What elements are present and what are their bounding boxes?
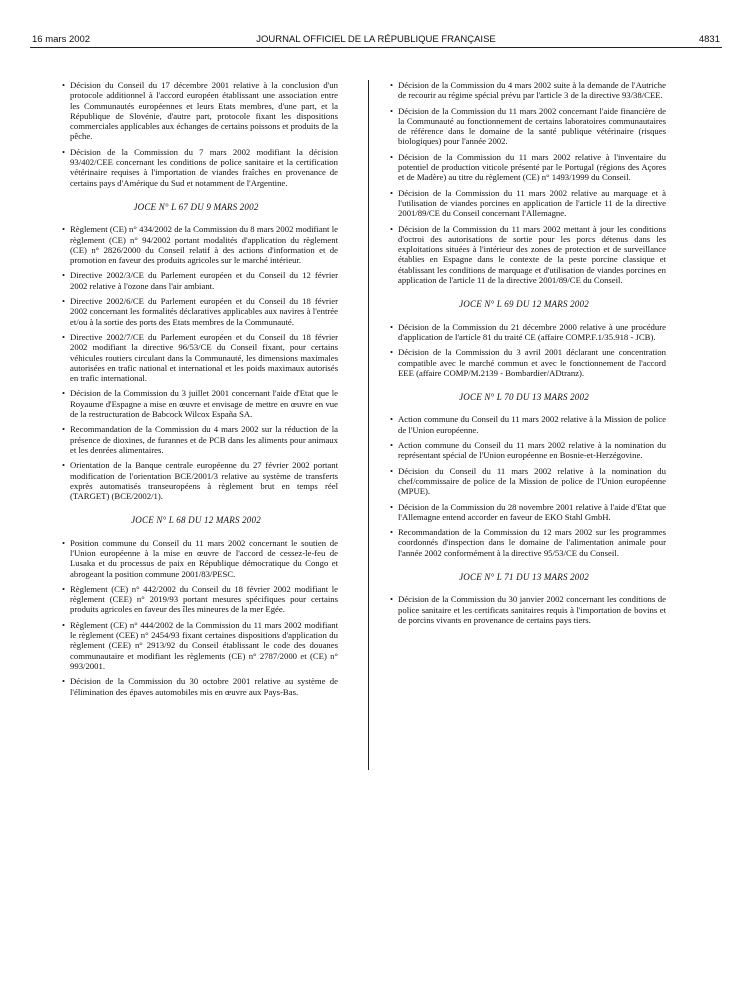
list-item: • Décision du Conseil du 17 décembre 2001 relative à la conclusion d'un protocole additionnel à l'accord européen établissant une association entre les Communautés européennes et leurs Etats membres, d'une part, et la République de Slovénie, d'autre part, protocole fixant les dispositions commerciales applicables aux échanges de certains poissons et produits de la pêche. <box>62 80 338 142</box>
journal-section-heading: JOCE N° L 67 DU 9 MARS 2002 <box>133 201 259 212</box>
list-item: • Décision de la Commission du 4 mars 2002 suite à la demande de l'Autriche de recourir au régime spécial prévu par l'article 3 de la directive 93/38/CEE. <box>390 80 666 101</box>
header-date: 16 mars 2002 <box>32 34 91 45</box>
header-title: JOURNAL OFFICIEL DE LA RÉPUBLIQUE FRANÇAISE <box>256 34 496 45</box>
list-item: • Action commune du Conseil du 11 mars 2002 relative à la nomination du représentant spécial de l'Union européenne en Bosnie-et-Herzégovine. <box>390 440 666 461</box>
list-item: • Recommandation de la Commission du 12 mars 2002 sur les programmes coordonnés d'inspection dans le domaine de l'alimentation animale pour l'année 2002 conformément à la directive 95/53/CE du Conseil. <box>390 527 666 558</box>
left-column <box>62 80 338 702</box>
list-item: • Règlement (CE) n° 444/2002 de la Commission du 11 mars 2002 modifiant le règlement (CEE) n° 2454/93 fixant certaines dispositions d'application du règlement (CEE) n° 2913/92 du Conseil établissant le code des douanes communautaire et modifiant les règlements (CE) n° 2787/2000 et (CE) n° 993/2001. <box>62 620 338 671</box>
list-item: • Position commune du Conseil du 11 mars 2002 concernant le soutien de l'Union européenne à la mise en œuvre de l'accord de cessez-le-feu de Lusaka et du processus de paix en République démocratique du Congo et abrogeant la position commune 2001/83/PESC. <box>62 538 338 579</box>
right-column <box>390 80 666 630</box>
list-item: • Décision de la Commission du 30 janvier 2002 concernant les conditions de police sanitaire et les certificats sanitaires requis à l'importation de bovins et de porcins vivants en provenance de certains pays tiers. <box>390 594 666 625</box>
list-item: • Décision du Conseil du 11 mars 2002 relative à la nomination du chef/commissaire de police de la Mission de police de l'Union européenne (MPUE). <box>390 466 666 497</box>
list-item: • Action commune du Conseil du 11 mars 2002 relative à la Mission de police de l'Union européenne. <box>390 414 666 435</box>
journal-section-heading: JOCE N° L 71 DU 13 MARS 2002 <box>459 571 589 582</box>
list-item: • Règlement (CE) n° 434/2002 de la Commission du 8 mars 2002 modifiant le règlement (CE) n° 94/2002 portant modalités d'application du règlement (CE) n° 2826/2000 du Conseil relatif à des actions d'information et de promotion en faveur des produits agricoles sur le marché intérieur. <box>62 224 338 265</box>
column-divider <box>368 80 369 770</box>
list-item: • Décision de la Commission du 11 mars 2002 relative à l'inventaire du potentiel de production viticole présenté par le Portugal (régions des Açores et de Madère) au titre du règlement (CE) n° 1493/1999 du Conseil. <box>390 152 666 183</box>
journal-section-heading: JOCE N° L 70 DU 13 MARS 2002 <box>459 392 589 403</box>
header-rule <box>30 47 722 48</box>
list-item: • Directive 2002/7/CE du Parlement européen et du Conseil du 18 février 2002 modifiant la directive 96/53/CE du Conseil fixant, pour certains véhicules routiers circulant dans la Communauté, les dimensions maximales autorisées en trafic national et international et les poids maximaux autorisés en trafic international. <box>62 332 338 383</box>
list-item: • Décision de la Commission du 28 novembre 2001 relative à l'aide d'Etat que l'Allemagne entend accorder en faveur de EKO Stahl GmbH. <box>390 502 666 523</box>
list-item: • Décision de la Commission du 21 décembre 2000 relative à une procédure d'application de l'article 81 du traité CE (affaire COMP.F.1/35.918 - JCB). <box>390 322 666 343</box>
list-item: • Directive 2002/3/CE du Parlement européen et du Conseil du 12 février 2002 relative à l'ozone dans l'air ambiant. <box>62 270 338 291</box>
list-item: • Règlement (CE) n° 442/2002 du Conseil du 18 février 2002 modifiant le règlement (CEE) n° 2019/93 portant mesures spécifiques pour certains produits agricoles en faveur des îles mineures de la mer Egée. <box>62 584 338 615</box>
list-item: • Recommandation de la Commission du 4 mars 2002 sur la réduction de la présence de dioxines, de furannes et de PCB dans les aliments pour animaux et les denrées alimentaires. <box>62 424 338 455</box>
list-item: • Décision de la Commission du 7 mars 2002 modifiant la décision 93/402/CEE concernant les conditions de police sanitaire et la certification vétérinaire requises à l'importation de viandes fraîches en provenance de certains pays d'Amérique du Sud et notamment de l'Argentine. <box>62 147 338 188</box>
list-item: • Décision de la Commission du 3 avril 2001 déclarant une concentration compatible avec le marché commun et avec le fonctionnement de l'accord EEE (affaire COMP/M.2139 - Bombardier/ADtranz). <box>390 347 666 378</box>
list-item: • Décision de la Commission du 30 octobre 2001 relative au système de l'élimination des épaves automobiles mis en œuvre aux Pays-Bas. <box>62 676 338 697</box>
list-item: • Directive 2002/6/CE du Parlement européen et du Conseil du 18 février 2002 concernant les formalités déclaratives applicables aux navires à l'entrée et/ou à la sortie des ports des Etats membres de la Communauté. <box>62 296 338 327</box>
list-item: • Décision de la Commission du 11 mars 2002 concernant l'aide financière de la Communauté au fonctionnement de certains laboratoires communautaires de référence dans le domaine de la santé publique vétérinaire (risques biologiques) pour l'année 2002. <box>390 106 666 147</box>
journal-section-heading: JOCE N° L 68 DU 12 MARS 2002 <box>131 515 261 526</box>
list-item: • Décision de la Commission du 11 mars 2002 relative au marquage et à l'utilisation de viandes porcines en application de l'article 11 de la directive 2001/89/CE du Conseil concernant l'Allemagne. <box>390 188 666 219</box>
page-number: 4831 <box>698 34 720 45</box>
list-item: • Décision de la Commission du 3 juillet 2001 concernant l'aide d'Etat que le Royaume d'Espagne a mise en œuvre et envisage de mettre en œuvre en vue de la restructuration de Babcock Wilcox España SA. <box>62 388 338 419</box>
list-item: • Orientation de la Banque centrale européenne du 27 février 2002 portant modification de l'orientation BCE/2001/3 relative au système de transferts exprès automatisés transeuropéens à règlement brut en temps réel (TARGET) (BCE/2002/1). <box>62 460 338 501</box>
list-item: • Décision de la Commission du 11 mars 2002 mettant à jour les conditions d'octroi des autorisations de sortie pour les porcs détenus dans les exploitations situées à l'intérieur des zones de protection et de surveillance établies en Espagne dans le contexte de la peste porcine classique et établissant les conditions de marquage et d'utilisation de viandes porcines en application de l'article 11 de la directive 2001/89/CE du Conseil. <box>390 224 666 286</box>
journal-section-heading: JOCE N° L 69 DU 12 MARS 2002 <box>459 299 589 310</box>
